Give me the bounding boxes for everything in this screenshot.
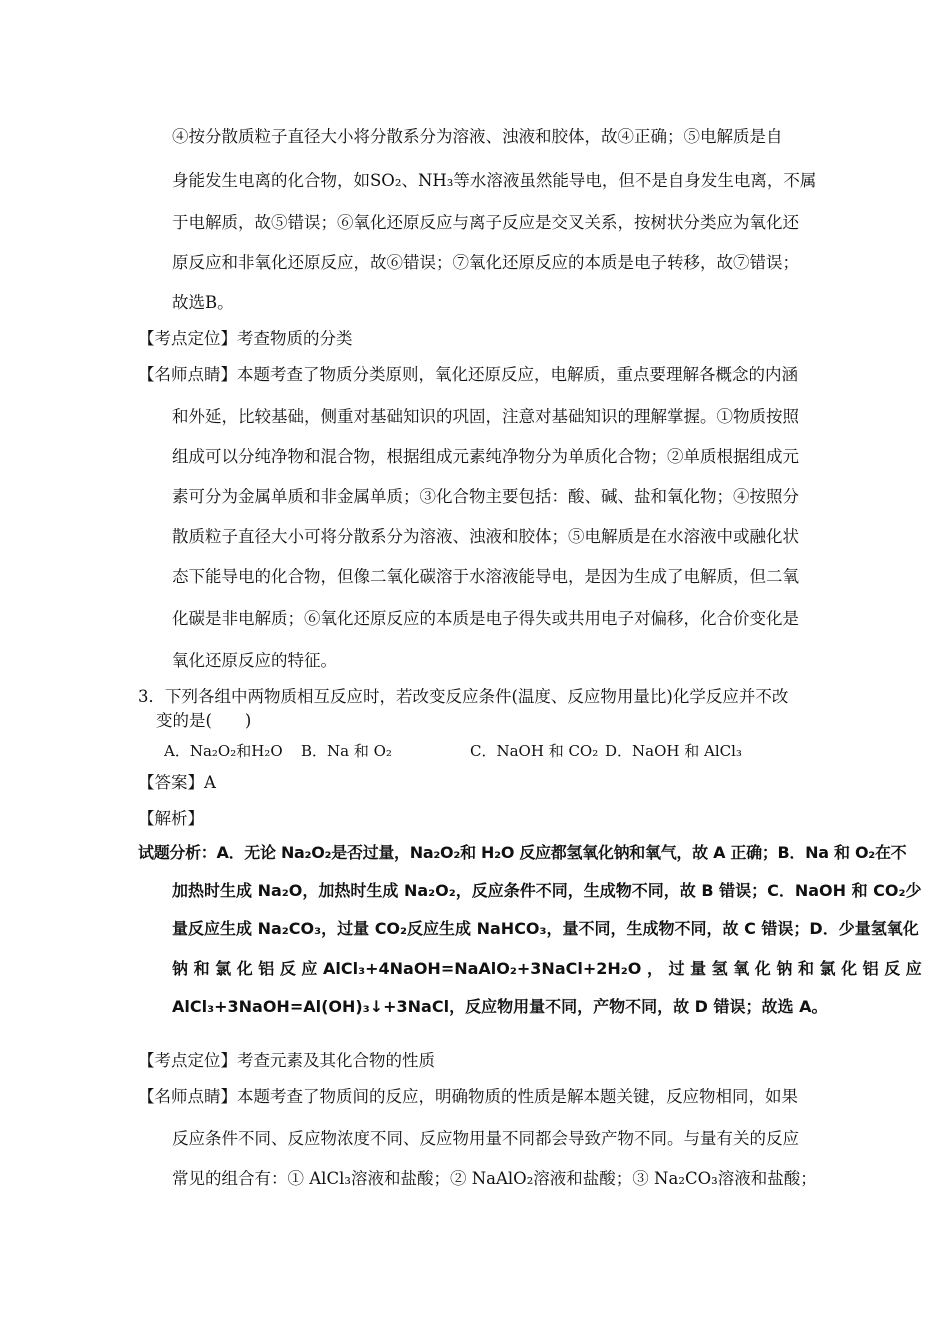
mingshi-line: 化碳是非电解质；⑥氧化还原反应的本质是电子得失或共用电子对偏移，化合价变化是 (172, 609, 799, 628)
answer-label: 【答案】A (138, 773, 216, 792)
analysis-line: 钠 和 氯 化 铝 反 应 AlCl₃+4NaOH=NaAlO₂+3NaCl+2H₂O ， 过 量 氢 氧 化 钠 和 氯 化 铝 反 应 (172, 959, 922, 978)
analysis-line: ④按分散质粒子直径大小将分散系分为溶液、浊液和胶体，故④正确；⑤电解质是自 (172, 127, 783, 146)
analysis-line: 量反应生成 Na₂CO₃，过量 CO₂反应生成 NaHCO₃，量不同，生成物不同，故 C 错误；D．少量氢氧化 (172, 919, 919, 938)
mingshi-line: 态下能导电的化合物，但像二氧化碳溶于水溶液能导电，是因为生成了电解质，但二氧 (172, 567, 799, 586)
question-stem: 变的是( ) (156, 711, 252, 730)
kaodian-heading: 【考点定位】考查元素及其化合物的性质 (138, 1051, 435, 1070)
analysis-line: 试题分析：A．无论 Na₂O₂是否过量，Na₂O₂和 H₂O 反应都氢氧化钠和氧气，故 A 正确；B．Na 和 O₂在不 (138, 843, 907, 862)
mingshi-line: 素可分为金属单质和非金属单质；③化合物主要包括：酸、碱、盐和氧化物；④按照分 (172, 487, 799, 506)
mingshi-line: 和外延，比较基础，侧重对基础知识的巩固，注意对基础知识的理解掌握。①物质按照 (172, 407, 799, 426)
option-d: D．NaOH 和 AlCl₃ (605, 742, 742, 760)
mingshi-line: 散质粒子直径大小可将分散系分为溶液、浊液和胶体；⑤电解质是在水溶液中或融化状 (172, 527, 799, 546)
analysis-line: 故选B。 (172, 293, 234, 312)
question-stem: 3．下列各组中两物质相互反应时，若改变反应条件(温度、反应物用量比)化学反应并不改 (138, 687, 789, 706)
analysis-line: 身能发生电离的化合物，如SO₂、NH₃等水溶液虽然能导电，但不是自身发生电离，不属 (172, 171, 817, 190)
mingshi-line: 组成可以分纯净物和混合物，根据组成元素纯净物分为单质化合物；②单质根据组成元 (172, 447, 799, 466)
mingshi-line: 常见的组合有：① AlCl₃溶液和盐酸；② NaAlO₂溶液和盐酸；③ Na₂CO₃溶液和盐酸； (172, 1169, 817, 1188)
option-b: B．Na 和 O₂ (301, 742, 392, 760)
kaodian-heading: 【考点定位】考查物质的分类 (138, 329, 353, 348)
analysis-line: 于电解质，故⑤错误；⑥氧化还原反应与离子反应是交叉关系，按树状分类应为氧化还 (172, 213, 799, 232)
jiexi-label: 【解析】 (138, 809, 204, 828)
mingshi-line: 氧化还原反应的特征。 (172, 651, 337, 670)
analysis-line: AlCl₃+3NaOH=Al(OH)₃↓+3NaCl，反应物用量不同，产物不同，故 D 错误；故选 A。 (172, 997, 828, 1016)
mingshi-line: 【名师点睛】本题考查了物质分类原则，氧化还原反应，电解质，重点要理解各概念的内涵 (138, 365, 798, 384)
mingshi-line: 【名师点睛】本题考查了物质间的反应，明确物质的性质是解本题关键，反应物相同，如果 (138, 1087, 798, 1106)
analysis-line: 原反应和非氧化还原反应，故⑥错误；⑦氧化还原反应的本质是电子转移，故⑦错误； (172, 253, 799, 272)
mingshi-line: 反应条件不同、反应物浓度不同、反应物用量不同都会导致产物不同。与量有关的反应 (172, 1129, 799, 1148)
analysis-line: 加热时生成 Na₂O，加热时生成 Na₂O₂，反应条件不同，生成物不同，故 B 错误；C．NaOH 和 CO₂少 (172, 881, 922, 900)
option-a: A．Na₂O₂和H₂O (164, 742, 283, 760)
option-c: C．NaOH 和 CO₂ (470, 742, 599, 760)
